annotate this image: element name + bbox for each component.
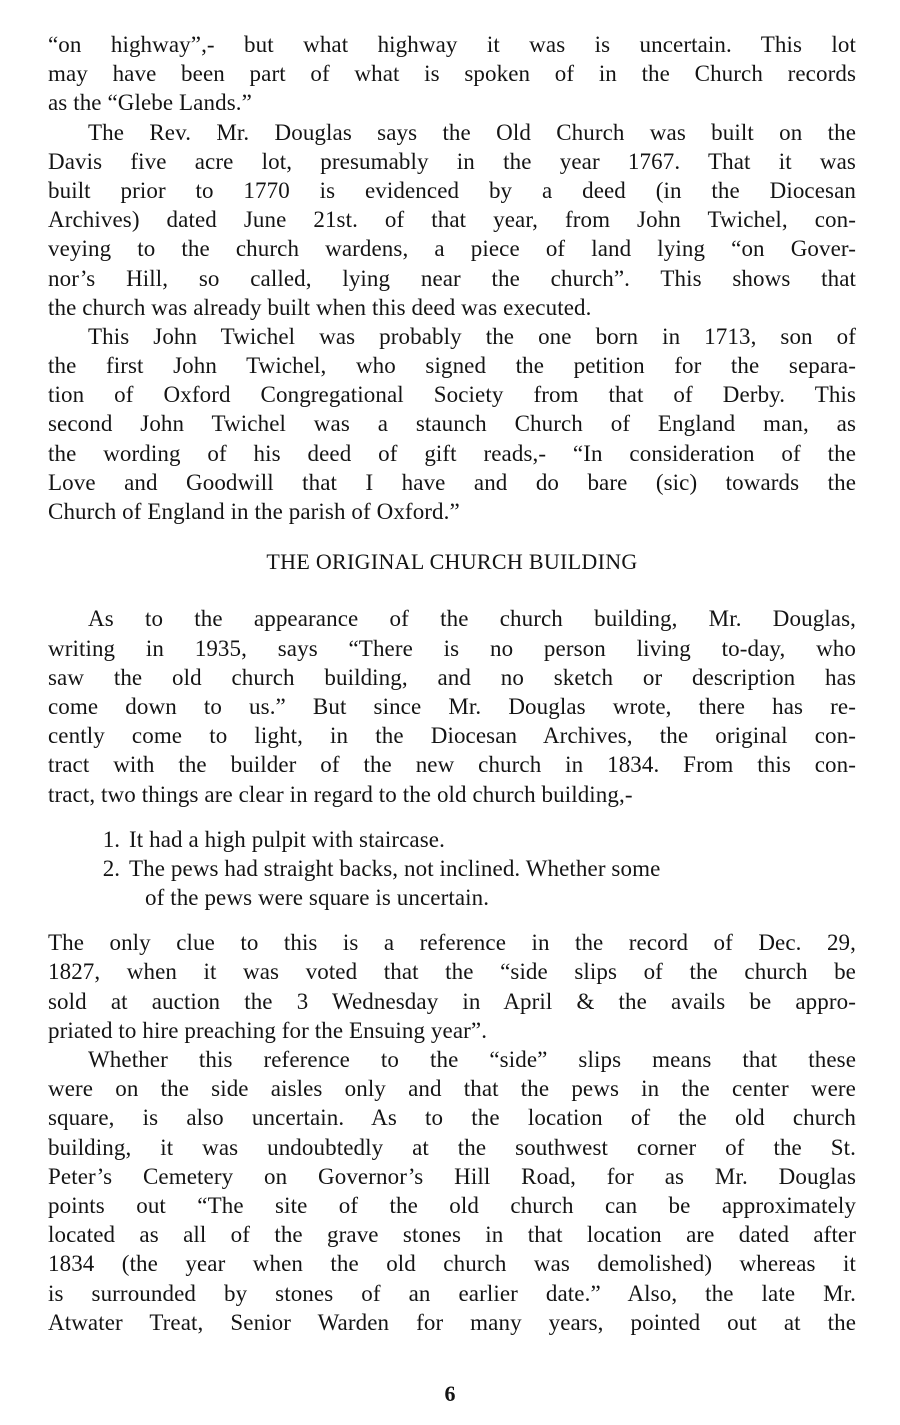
text-line: built prior to 1770 is evidenced by a deed (in the Diocesan	[48, 177, 856, 203]
text-line: The pews had straight backs, not inclined. Whether some	[129, 855, 661, 881]
text-line: building, it was undoubtedly at the southwest corner of the St.	[48, 1134, 856, 1160]
paragraph-john-twichel	[48, 322, 856, 526]
text-line: points out “The site of the old church can be approximately	[48, 1192, 856, 1218]
list-item	[48, 825, 856, 854]
section-heading: THE ORIGINAL CHURCH BUILDING	[266, 549, 638, 575]
text-line: Church of England in the parish of Oxford.”	[48, 499, 460, 524]
text-line: The Rev. Mr. Douglas says the Old Church was built on the	[88, 119, 856, 145]
text-line: priated to hire preaching for the Ensuing year”.	[48, 1017, 488, 1043]
text-line: As to the appearance of the church building, Mr. Douglas,	[88, 606, 856, 632]
text-line: tract with the builder of the new church in 1834. From this con-	[48, 752, 856, 778]
spacer	[48, 809, 856, 825]
text-line: second John Twichel was a staunch Church of England man, as	[48, 411, 856, 437]
list-number: 1.	[102, 826, 120, 852]
text-line: tion of Oxford Congregational Society from that of Derby. This	[48, 382, 856, 408]
text-line: Peter’s Cemetery on Governor’s Hill Road, for as Mr. Douglas	[48, 1163, 856, 1189]
text-line: Davis five acre lot, presumably in the year 1767. That it was	[48, 148, 856, 174]
text-line: is surrounded by stones of an earlier date.” Also, the late Mr.	[48, 1280, 856, 1306]
text-line: located as all of the grave stones in that location are dated after	[48, 1222, 856, 1248]
text-line: Archives) dated June 21st. of that year, from John Twichel, con-	[48, 207, 856, 233]
text-line: writing in 1935, says “There is no person living to-day, who	[48, 635, 856, 661]
list-number: 2.	[102, 855, 120, 881]
text-line: come down to us.” But since Mr. Douglas wrote, there has re-	[48, 693, 856, 719]
list-item	[48, 854, 856, 912]
paragraph-continuation	[48, 30, 856, 118]
text-line: the wording of his deed of gift reads,- “In consideration of the	[48, 440, 856, 466]
text-line: cently come to light, in the Diocesan Archives, the original con-	[48, 723, 856, 749]
document-page	[48, 30, 856, 1337]
text-line: sold at auction the 3 Wednesday in April & the avails be appro-	[48, 988, 856, 1014]
text-line: the first John Twichel, who signed the petition for the separa-	[48, 353, 856, 379]
text-line: as the “Glebe Lands.”	[48, 90, 252, 116]
text-line: nor’s Hill, so called, lying near the church”. This shows that	[48, 265, 856, 291]
text-line: the church was already built when this deed was executed.	[48, 294, 592, 320]
text-line: tract, two things are clear in regard to the old church building,-	[48, 781, 633, 807]
numbered-list	[48, 825, 856, 913]
text-line: square, is also uncertain. As to the location of the old church	[48, 1105, 856, 1131]
text-line: Whether this reference to the “side” slips means that these	[88, 1047, 856, 1073]
text-line: The only clue to this is a reference in the record of Dec. 29,	[48, 930, 856, 956]
text-line: of the pews were square is uncertain.	[145, 885, 490, 911]
text-line: 1834 (the year when the old church was demolished) whereas it	[48, 1251, 856, 1277]
paragraph-appearance	[48, 604, 856, 808]
text-line: may have been part of what is spoken of in the Church records	[48, 61, 856, 87]
spacer	[48, 912, 856, 928]
text-line: Love and Goodwill that I have and do bare (sic) towards the	[48, 469, 856, 495]
text-line: veying to the church wardens, a piece of land lying “on Gover-	[48, 236, 856, 262]
text-line: Atwater Treat, Senior Warden for many years, pointed out at the	[48, 1309, 856, 1335]
text-line: “on highway”,- but what highway it was is uncertain. This lot	[48, 32, 856, 57]
text-line: This John Twichel was probably the one born in 1713, son of	[88, 323, 856, 349]
text-line: saw the old church building, and no sketch or description has	[48, 664, 856, 690]
paragraph-side-slips	[48, 1045, 856, 1337]
text-line: 1827, when it was voted that the “side slips of the church be	[48, 959, 856, 985]
text-line: It had a high pulpit with staircase.	[129, 826, 445, 852]
paragraph-old-church-site	[48, 118, 856, 322]
page-number: 6	[444, 1381, 456, 1406]
paragraph-only-clue	[48, 928, 856, 1045]
text-line: were on the side aisles only and that the pews in the center were	[48, 1076, 856, 1102]
